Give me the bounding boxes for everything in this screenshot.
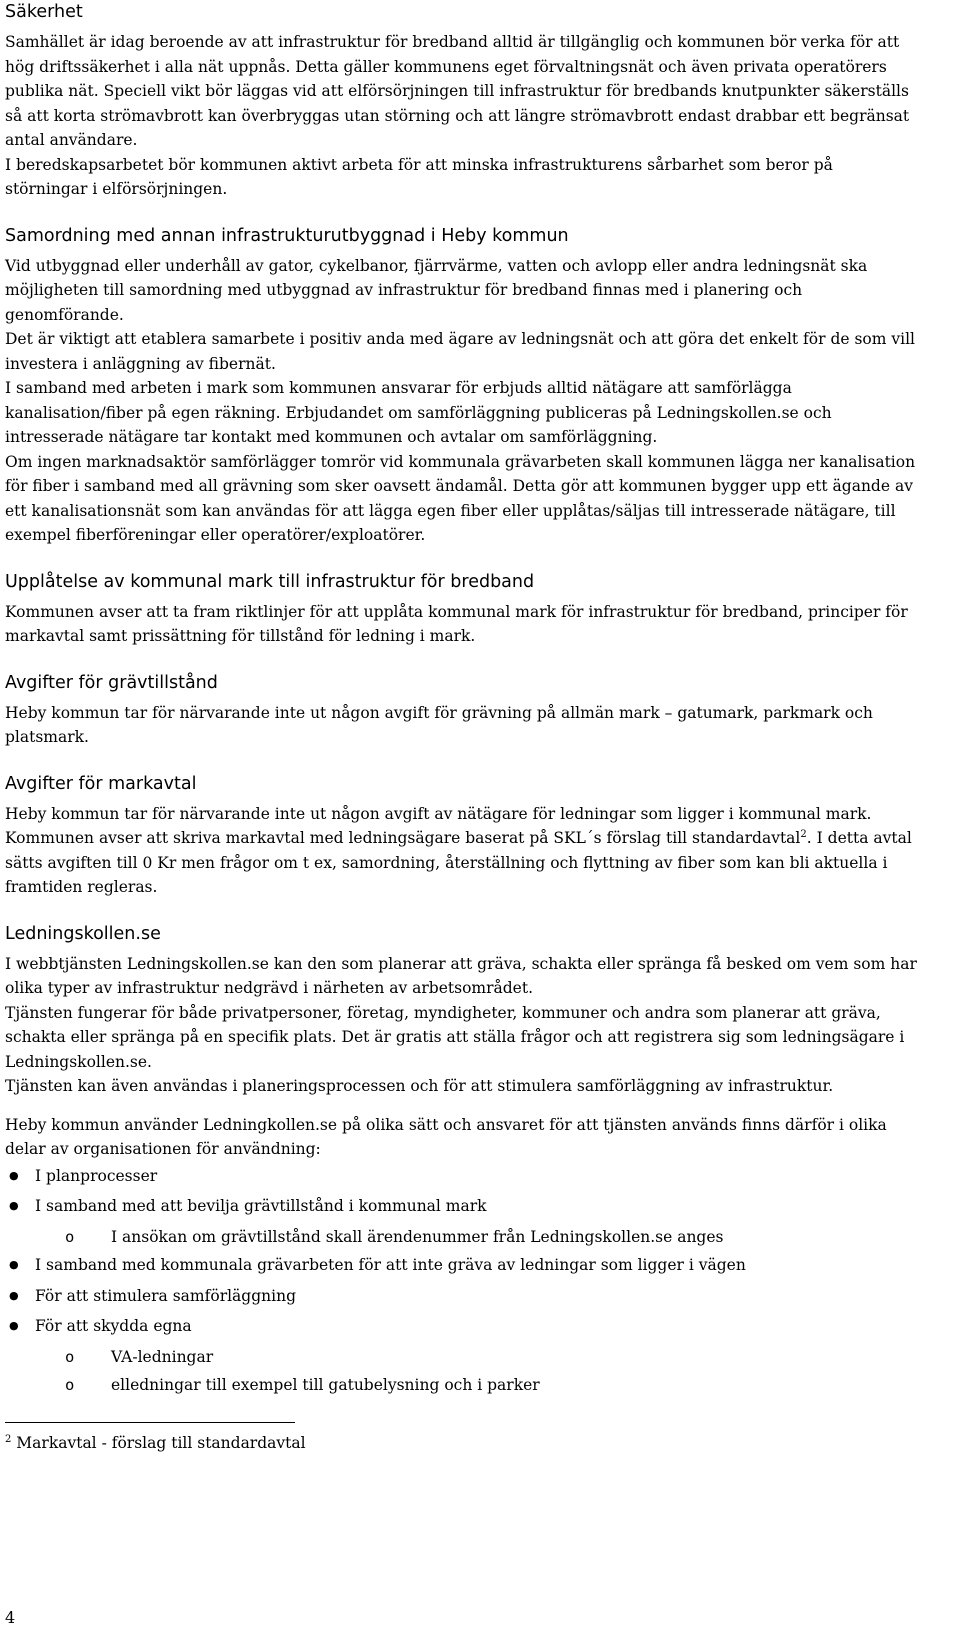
heading-markavtal: Avgifter för markavtal — [5, 773, 197, 794]
text-span: . I detta avtal sätts avgiften till 0 Kr men frågor om t ex, samordning, återställning och flyttning av fiber som kan bli aktuella i framtiden regleras. — [5, 829, 912, 896]
paragraph: I beredskapsarbetet bör kommunen aktivt arbeta för att minska infrastrukturens sårbarhet som beror på störningar i elförsörjningen. — [5, 155, 833, 198]
paragraph: Heby kommun använder Ledningkollen.se på olika sätt och ansvaret för att tjänsten används finns därför i olika delar av organisationen för användning: — [5, 1115, 887, 1158]
bullet-list — [5, 1162, 917, 1400]
footnote-text: Markavtal - förslag till standardavtal — [11, 1433, 306, 1452]
paragraph: Om ingen marknadsaktör samförlägger tomrör vid kommunala grävarbeten skall kommunen lägga ner kanalisation för fiber i samband med all grävning som sker oavsett ändamål. Detta gör att kommunen bygger upp ett ägande av ett kanalisationsnät som kan användas för att lägga egen fiber eller upplåtas/säljas till intresserade nätägare, till exempel fiberföreningar eller operatörer/exploatörer. — [5, 452, 916, 544]
bullet-icon — [5, 1164, 35, 1191]
sub-bullet-marker: o — [65, 1227, 75, 1246]
list-item — [5, 1282, 917, 1313]
paragraph: Samhället är idag beroende av att infrastruktur för bredband alltid är tillgänglig och kommunen bör verka för att hög driftssäkerhet i alla nät uppnås. Detta gäller kommunens eget förvaltningsnät och även privata operatörers publika nät. Speciell vikt bör läggas vid att elförsörjningen till infrastruktur för bredbands knutpunkter säkerställs så att korta strömavbrott kan överbryggas utan störning och att längre strömavbrott endast drabbar ett begränsat antal användare. — [5, 33, 910, 149]
list-item-text: I samband med att bevilja grävtillstånd i kommunal mark — [35, 1197, 487, 1215]
footnote — [5, 1431, 917, 1456]
list-item-text: VA-ledningar — [111, 1347, 214, 1366]
text-span: Kommunen avser att skriva markavtal med ledningsägare baserat på SKL´s förslag till standardavtal — [5, 829, 801, 847]
paragraph: Vid utbyggnad eller underhåll av gator, cykelbanor, fjärrvärme, vatten och avlopp eller andra ledningsnät ska möjligheten till samordning med utbyggnad av infrastruktur för bredband finnas med i planering och genomförande. — [5, 256, 868, 324]
footnote-separator — [5, 1422, 295, 1423]
heading-sakerhet: Säkerhet — [5, 2, 83, 22]
paragraph: I webbtjänsten Ledningskollen.se kan den som planerar att gräva, schakta eller spränga få besked om vem som har olika typer av infrastruktur nedgrävd i närheten av arbetsområdet. — [5, 954, 917, 997]
list-item-text: I planprocesser — [35, 1166, 158, 1185]
list-item-text: I ansökan om grävtillstånd skall ärendenummer från Ledningskollen.se anges — [111, 1227, 724, 1246]
bullet-icon — [5, 1314, 35, 1341]
page-number: 4 — [5, 1608, 16, 1627]
paragraph: Heby kommun tar för närvarande inte ut någon avgift av nätägare för ledningar som ligger i kommunal mark. — [5, 804, 872, 823]
document-page — [5, 0, 917, 1455]
paragraph: Kommunen avser att ta fram riktlinjer för att upplåta kommunal mark för infrastruktur för bredband, principer för markavtal samt prissättning för tillstånd för ledning i mark. — [5, 602, 908, 645]
paragraph: Tjänsten fungerar för både privatpersoner, företag, myndigheter, kommuner och andra som planerar att gräva, schakta eller spränga på en specifik plats. Det är gratis att ställa frågor och att registrera sig som ledningsägare i Ledningskollen.se. — [5, 1003, 905, 1071]
paragraph: I samband med arbeten i mark som kommunen ansvarar för erbjuds alltid nätägare att samförlägga kanalisation/fiber på egen räkning. Erbjudandet om samförläggning publiceras på Ledningskollen.se och intresserade nätägare tar kontakt med kommunen och avtalar om samförläggning. — [5, 379, 832, 446]
bullet-icon — [5, 1194, 35, 1221]
footnote-reference: 2 — [800, 828, 807, 840]
heading-upplatelse: Upplåtelse av kommunal mark till infrastruktur för bredband — [5, 571, 535, 592]
sub-bullet-marker: o — [65, 1376, 75, 1394]
paragraph: Heby kommun tar för närvarande inte ut någon avgift för grävning på allmän mark – gatumark, parkmark och platsmark. — [5, 703, 873, 746]
list-item-text: I samband med kommunala grävarbeten för att inte gräva av ledningar som ligger i vägen — [35, 1256, 746, 1274]
sub-bullet-marker: o — [65, 1347, 75, 1366]
heading-ledningskollen: Ledningskollen.se — [5, 923, 161, 944]
list-item — [5, 1162, 917, 1193]
list-item-text: elledningar till exempel till gatubelysning och i parker — [111, 1376, 540, 1394]
sub-list-item — [5, 1343, 917, 1372]
sub-list-item — [5, 1371, 917, 1400]
bullet-icon — [5, 1253, 35, 1280]
list-item — [5, 1192, 917, 1223]
footnote-number: 2 — [5, 1433, 12, 1445]
list-item-text: För att skydda egna — [35, 1317, 192, 1335]
list-item — [5, 1251, 917, 1282]
sub-list-item — [5, 1223, 917, 1252]
list-item — [5, 1312, 917, 1343]
paragraph: Det är viktigt att etablera samarbete i positiv anda med ägare av ledningsnät och att göra det enkelt för de som vill investera i anläggning av fibernät. — [5, 330, 916, 373]
list-item-text: För att stimulera samförläggning — [35, 1286, 296, 1305]
heading-gravtillstand: Avgifter för grävtillstånd — [5, 672, 218, 693]
heading-samordning: Samordning med annan infrastrukturutbyggnad i Heby kommun — [5, 225, 569, 246]
paragraph — [5, 826, 917, 900]
bullet-icon — [5, 1284, 35, 1311]
paragraph: Tjänsten kan även användas i planeringsprocessen och för att stimulera samförläggning av infrastruktur. — [5, 1077, 834, 1095]
